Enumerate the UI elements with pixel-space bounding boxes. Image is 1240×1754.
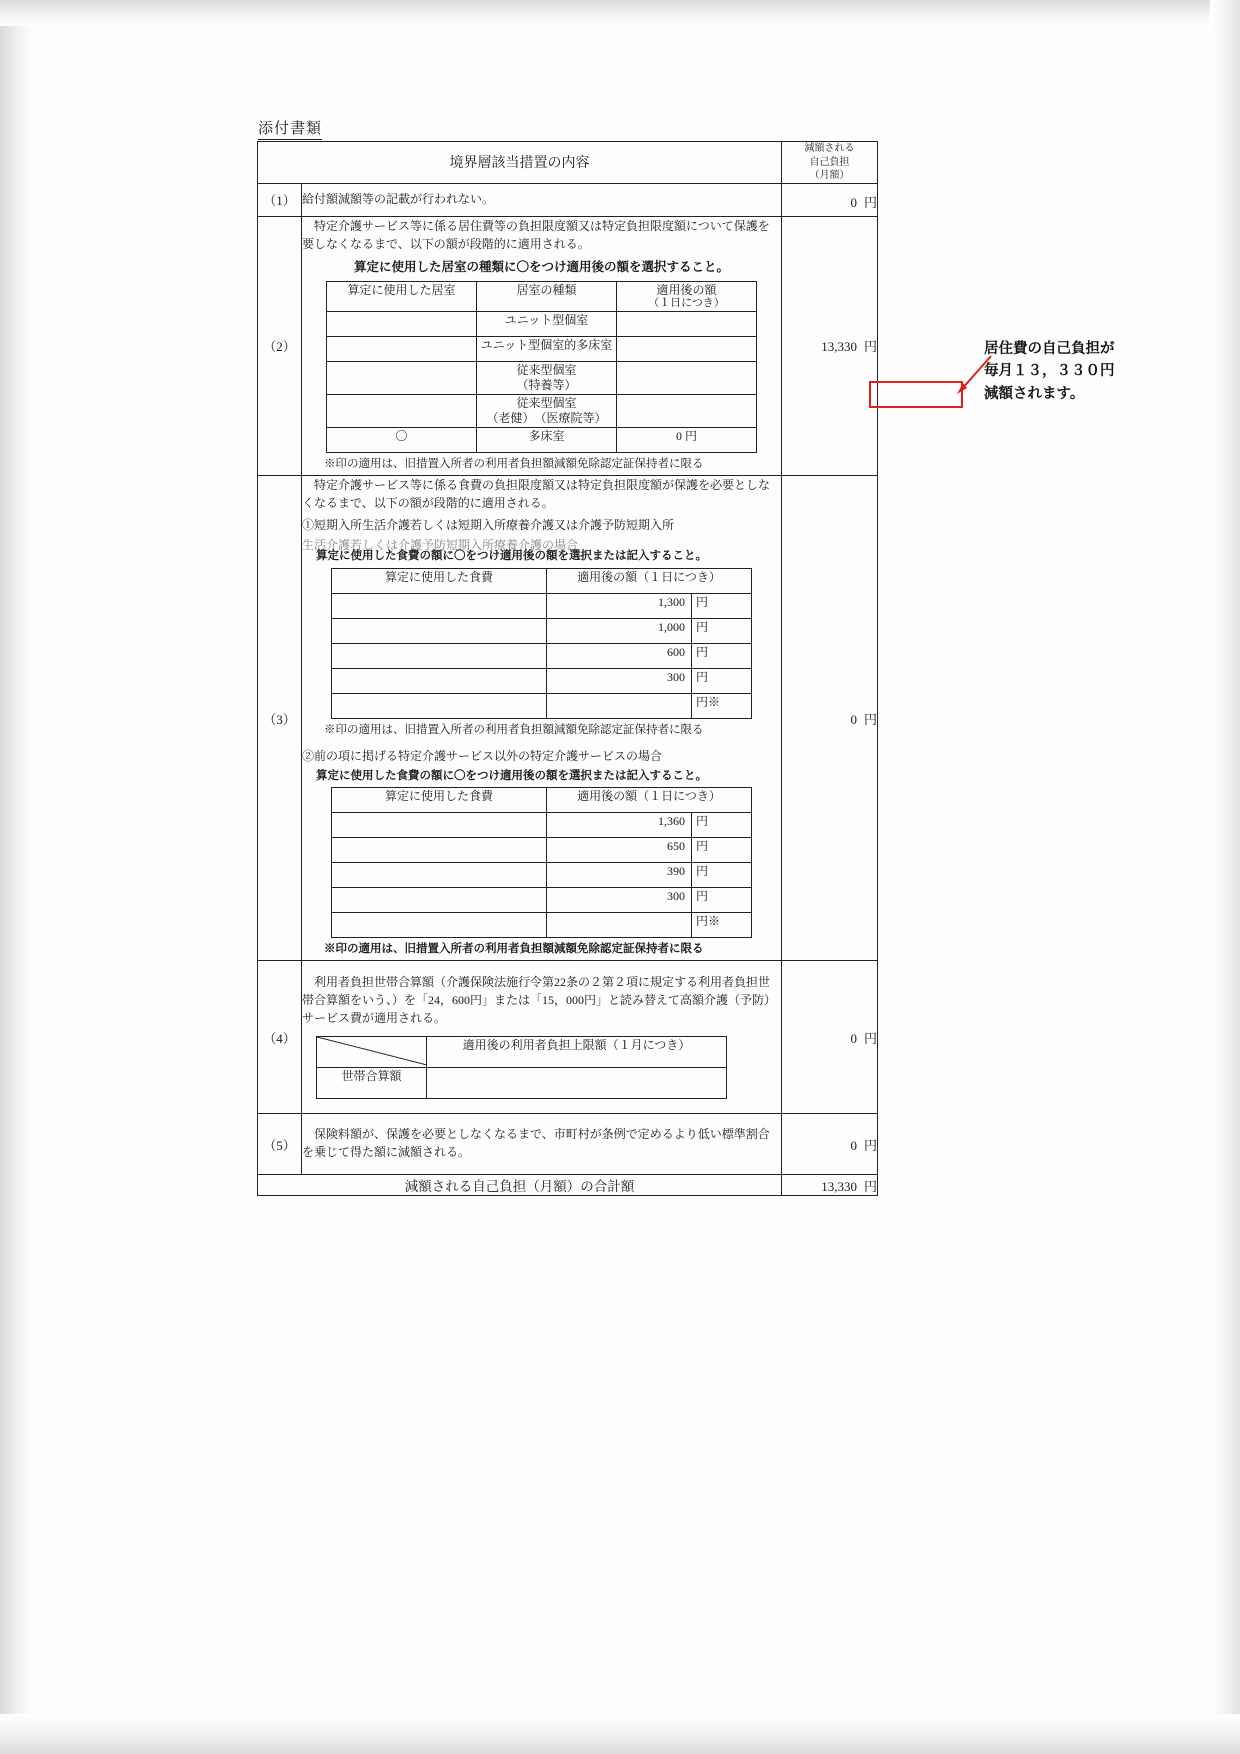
table-row (258, 961, 878, 1114)
room-row-1-mark[interactable] (327, 312, 477, 337)
household-header-row (317, 1037, 727, 1068)
meal1-row-2-value[interactable]: 1,000 (546, 618, 691, 643)
meal2-row-3-input[interactable] (331, 863, 546, 888)
total-unit: 円 (863, 1178, 877, 1194)
household-row-value[interactable] (427, 1068, 727, 1099)
row-body-4 (302, 961, 782, 1114)
row-2-paragraph: 特定介護サービス等に係る居住費等の負担限度額又は特定負担限度額について保護を要しなくなるまで、以下の額が段階的に適用される。 (302, 218, 770, 251)
row-2-amount: 13,330 (821, 339, 857, 355)
meal1-row-5-yen: 円※ (691, 693, 751, 718)
annotation-line-2: 毎月１３，３３０円 (984, 363, 1115, 380)
row-3-unit: 円 (863, 711, 877, 727)
row-1-unit: 円 (863, 194, 877, 210)
row-4-amount: 0 (850, 1030, 857, 1046)
household-row-label: 世帯合算額 (317, 1068, 427, 1099)
meal1-row-3-value[interactable]: 600 (546, 643, 691, 668)
room-row-3-type (477, 362, 617, 395)
row-5-amount: 0 (850, 1137, 857, 1153)
meal1-row-4-yen: 円 (691, 668, 751, 693)
row-body-2 (302, 216, 782, 476)
room-table-header-col3 (617, 281, 757, 312)
row-4-paragraph: 利用者負担世帯合算額（介護保険法施行令第22条の２第２項に規定する利用者負担世帯合算額をいう、）を「24，600円」または「15，000円」と読み替えて高額介護（予防）サービス費が適用される。 (302, 975, 777, 1026)
row-2-unit: 円 (863, 339, 877, 355)
row-2-amount-cell (782, 216, 878, 476)
table-row (258, 476, 878, 961)
meal2-row-4-value[interactable]: 300 (546, 888, 691, 913)
meal1-row (331, 618, 751, 643)
meal1-row-1-value[interactable]: 1,300 (546, 593, 691, 618)
meal1-row-2-yen: 円 (691, 618, 751, 643)
room-row-3-mark[interactable] (327, 362, 477, 395)
meal2-row-4-input[interactable] (331, 888, 546, 913)
row-body-3 (302, 476, 782, 961)
room-row-1-type: ユニット型個室 (477, 312, 617, 337)
meal1-header-col1: 算定に使用した食費 (331, 568, 546, 593)
room-row-2-amount[interactable] (617, 337, 757, 362)
room-table-header-col3-line2: （１日につき） (648, 297, 725, 310)
attachment-label: 添付書類 (258, 117, 322, 140)
header-amount-line1: 減額される (804, 143, 855, 154)
row-3-paragraph: 特定介護サービス等に係る食費の負担限度額又は特定負担限度額が保護を必要としなくなるまで、以下の額が段階的に適用される。 (302, 478, 771, 511)
meal2-row-1-input[interactable] (331, 813, 546, 838)
row-1-text: 給付額減額等の記載が行われない。 (302, 191, 495, 206)
meal1-row-1-yen: 円 (691, 593, 751, 618)
total-amount-cell (782, 1175, 878, 1196)
meal2-row (331, 913, 751, 938)
meal2-row-3-value[interactable]: 390 (546, 863, 691, 888)
room-row-4-amount[interactable] (617, 395, 757, 428)
row-3-sub2-title: ②前の項に掲げる特定介護サービス以外の特定介護サービスの場合 (302, 748, 663, 763)
meal1-row-4-value[interactable]: 300 (546, 668, 691, 693)
meal2-row-2-input[interactable] (331, 838, 546, 863)
room-table-header-col2: 居室の種類 (477, 281, 617, 312)
meal2-row (331, 888, 751, 913)
row-number-3: （3） (258, 476, 302, 961)
meal1-row-2-input[interactable] (331, 618, 546, 643)
meal2-header-row (331, 788, 751, 813)
header-amount-line2: 自己負担 (809, 156, 850, 168)
meal2-row (331, 838, 751, 863)
meal1-header-row (331, 568, 751, 593)
meal1-row (331, 693, 751, 718)
meal2-row-2-yen: 円 (691, 838, 751, 863)
row-3-sub1-title: ①短期入所生活介護若しくは短期入所療養介護又は介護予防短期入所 (302, 518, 675, 533)
meal2-row-4-yen: 円 (691, 888, 751, 913)
total-amount: 13,330 (821, 1178, 857, 1194)
row-3-amount: 0 (850, 711, 857, 727)
header-amount-line3: （月額） (809, 170, 850, 181)
row-number-1: （1） (258, 183, 302, 216)
room-row-3-type-line1: 従来型個室 (516, 363, 577, 378)
row-2-instruction: 算定に使用した居室の種類に〇をつけ適用後の額を選択すること。 (353, 259, 729, 274)
meal2-row-5-input[interactable] (331, 913, 546, 938)
room-row-1-amount[interactable] (617, 312, 757, 337)
room-table-row (327, 395, 757, 428)
table-row (258, 216, 878, 476)
meal2-row-5-value[interactable] (546, 913, 691, 938)
meal2-row-1-value[interactable]: 1,360 (546, 813, 691, 838)
meal1-row (331, 593, 751, 618)
row-number-4: （4） (258, 961, 302, 1114)
annotation-line-3: 減額されます。 (984, 385, 1085, 402)
room-row-5-mark[interactable]: 〇 (327, 428, 477, 453)
room-row-5-type: 多床室 (477, 428, 617, 453)
row-2-footnote: ※印の適用は、旧措置入所者の利用者負担額減額免除認定証保持者に限る (324, 458, 704, 471)
boundary-layer-measures-table (257, 141, 878, 1196)
meal-table-2 (331, 787, 752, 938)
row-3-sub2-instruction: 算定に使用した食費の額に〇をつけ適用後の額を選択または記入すること。 (316, 769, 707, 782)
room-table-row (327, 428, 757, 453)
row-3-sub2-footnote: ※印の適用は、旧措置入所者の利用者負担額減額免除認定証保持者に限る (324, 943, 704, 956)
table-row (258, 1114, 878, 1175)
annotation-line-1: 居住費の自己負担が (984, 341, 1115, 357)
row-1-amount-cell (782, 183, 878, 216)
meal-table-1 (331, 568, 752, 719)
table-row (258, 183, 878, 216)
room-row-5-amount[interactable]: 0 円 (617, 428, 757, 453)
diagonal-line-icon (317, 1037, 427, 1065)
meal2-row-3-yen: 円 (691, 863, 751, 888)
meal2-row-5-yen: 円※ (691, 913, 751, 938)
room-row-3-amount[interactable] (617, 362, 757, 395)
room-row-4-mark[interactable] (327, 395, 477, 428)
room-table-header-row (327, 281, 757, 312)
meal1-row-1-input[interactable] (331, 593, 546, 618)
row-4-amount-cell (782, 961, 878, 1114)
room-row-4-type (477, 395, 617, 428)
household-header-col2: 適用後の利用者負担上限額（１月につき） (427, 1037, 727, 1068)
row-5-unit: 円 (863, 1137, 877, 1153)
highlight-box-row2-amount (869, 381, 963, 408)
row-3-sub1-title-line2: 生活介護若しくは介護予防短期入所療養介護の場合 (302, 538, 579, 553)
row-3-sub1-instruction: 算定に使用した食費の額に〇をつけ適用後の額を選択または記入すること。 (316, 550, 707, 563)
row-body-5 (302, 1114, 782, 1175)
room-table-row (327, 312, 757, 337)
header-content-cell: 境界層該当措置の内容 (258, 142, 782, 184)
room-table-header-col1: 算定に使用した居室 (327, 281, 477, 312)
meal1-row-3-yen: 円 (691, 643, 751, 668)
row-3-sub1-footnote: ※印の適用は、旧措置入所者の利用者負担額減額免除認定証保持者に限る (324, 723, 704, 736)
row-number-2: （2） (258, 216, 302, 476)
meal1-header-col2: 適用後の額（１日につき） (546, 568, 751, 593)
meal2-row-2-value[interactable]: 650 (546, 838, 691, 863)
row-3-amount-cell (782, 476, 878, 961)
household-row (317, 1068, 727, 1099)
header-amount-cell (782, 142, 878, 184)
meal1-row-3-input[interactable] (331, 643, 546, 668)
room-table-row (327, 337, 757, 362)
meal1-row-5-value[interactable] (546, 693, 691, 718)
row-5-text: 保険料額が、保護を必要としなくなるまで、市町村が条例で定めるより低い標準割合を乗じて得た額に減額される。 (302, 1127, 770, 1160)
meal2-row (331, 813, 751, 838)
total-row (258, 1175, 878, 1196)
meal1-row-4-input[interactable] (331, 668, 546, 693)
meal1-row (331, 668, 751, 693)
room-row-4-type-line2: （老健） （医療院等） (486, 410, 607, 425)
room-row-2-type: ユニット型個室的多床室 (477, 337, 617, 362)
row-4-unit: 円 (863, 1030, 877, 1046)
annotation-text (984, 338, 1144, 405)
row-body-1 (302, 183, 782, 216)
room-row-4-type-line1: 従来型個室 (516, 396, 577, 411)
room-table-row (327, 362, 757, 395)
meal2-row-1-yen: 円 (691, 813, 751, 838)
room-row-3-type-line2: （特養等） (516, 377, 577, 392)
room-table-header-col3-line1: 適用後の額 (656, 282, 717, 297)
meal2-header-col2: 適用後の額（１日につき） (546, 788, 751, 813)
diagonal-cell (317, 1037, 427, 1068)
meal1-row-5-input[interactable] (331, 693, 546, 718)
meal2-header-col1: 算定に使用した食費 (331, 788, 546, 813)
total-label: 減額される自己負担（月額）の合計額 (258, 1175, 782, 1196)
room-row-2-mark[interactable] (327, 337, 477, 362)
row-5-amount-cell (782, 1114, 878, 1175)
meal2-row (331, 863, 751, 888)
row-number-5: （5） (258, 1114, 302, 1175)
meal1-row (331, 643, 751, 668)
household-limit-table (316, 1036, 727, 1099)
row-1-amount: 0 (850, 194, 857, 210)
table-header-row (258, 142, 878, 184)
room-type-table (326, 281, 757, 454)
